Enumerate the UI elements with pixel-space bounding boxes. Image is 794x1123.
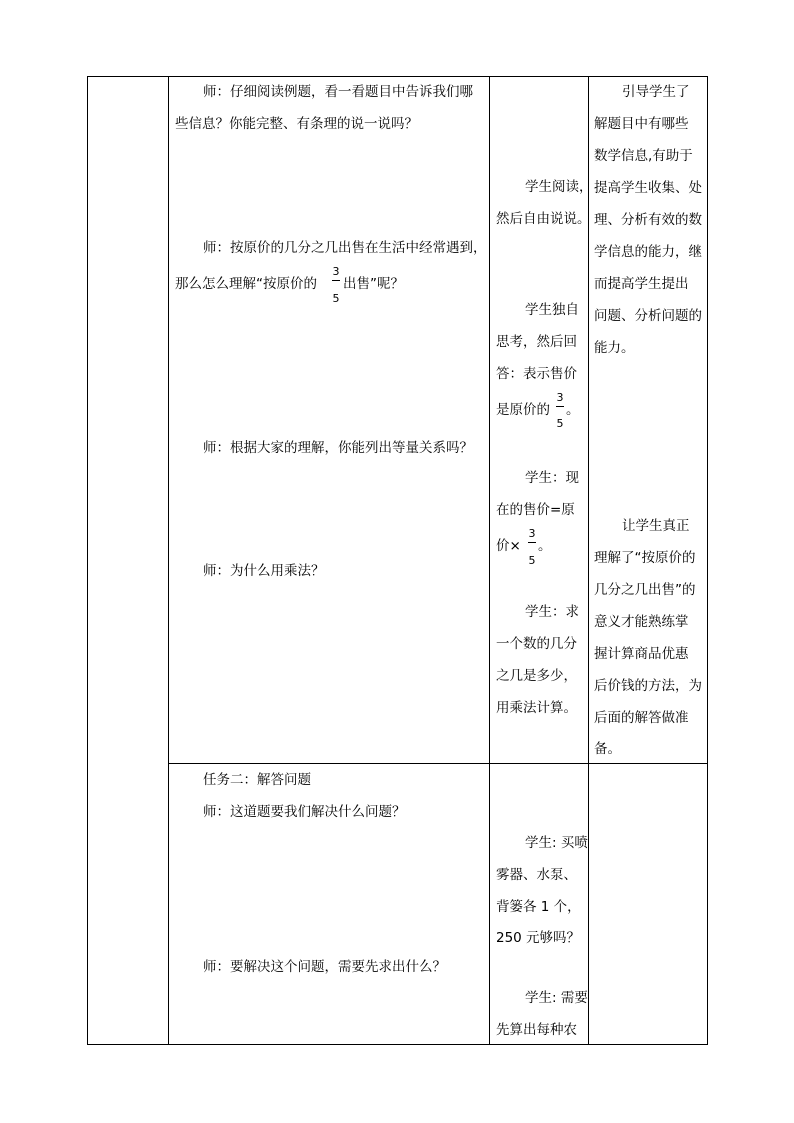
column-divider-2 <box>489 76 490 1045</box>
student-line: 用乘法计算。 <box>496 700 577 716</box>
fraction-denominator: 5 <box>528 554 536 567</box>
student-line: 学生：求 <box>525 604 579 620</box>
intent-line: 解题目中有哪些 <box>594 116 689 132</box>
student-line: 之几是多少， <box>496 668 577 684</box>
student-line: 。 <box>566 402 580 418</box>
row-divider <box>168 763 708 764</box>
student-line: 背篓各 1 个， <box>496 899 581 915</box>
teacher-line: 些信息？你能完整、有条理的说一说吗？ <box>175 116 418 132</box>
column-divider-1 <box>168 76 169 1045</box>
fraction-numerator: 3 <box>556 391 564 404</box>
teacher-line: 师：要解决这个问题，需要先求出什么？ <box>203 959 446 975</box>
fraction-numerator: 3 <box>528 527 536 540</box>
intent-line: 理解了“按原价的 <box>594 550 696 566</box>
intent-line: 学信息的能力，继 <box>594 244 702 260</box>
intent-line: 而提高学生提出 <box>594 276 689 292</box>
intent-line: 后价钱的方法，为 <box>594 678 702 694</box>
fraction-bar <box>556 406 564 407</box>
student-line: 学生: 买喷 <box>525 835 588 851</box>
intent-line: 握计算商品优惠 <box>594 646 689 662</box>
student-line: 学生：现 <box>525 470 579 486</box>
teacher-line: 出售”呢？ <box>343 276 404 292</box>
student-line: 价× <box>496 538 521 554</box>
fraction-bar <box>332 280 340 281</box>
student-line: 。 <box>538 538 552 554</box>
student-line: 答：表示售价 <box>496 366 577 382</box>
fraction-numerator: 3 <box>332 265 340 278</box>
table-right-border <box>707 76 708 1045</box>
teacher-line: 那么怎么理解“按原价的 <box>175 276 317 292</box>
student-line: 然后自由说说。 <box>496 211 591 227</box>
student-line: 学生阅读， <box>525 179 593 195</box>
intent-line: 几分之几出售”的 <box>594 582 696 598</box>
table-left-border <box>87 76 88 1045</box>
teacher-line: 师：这道题要我们解决什么问题？ <box>203 804 406 820</box>
teacher-line: 师：按原价的几分之几出售在生活中经常遇到， <box>203 240 487 256</box>
intent-line: 引导学生了 <box>622 84 690 100</box>
student-line: 雾器、水泵、 <box>496 867 577 883</box>
fraction-denominator: 5 <box>556 417 564 430</box>
intent-line: 提高学生收集、处 <box>594 180 702 196</box>
student-line: 是原价的 <box>496 402 550 418</box>
teacher-line: 师：根据大家的理解，你能列出等量关系吗？ <box>203 440 473 456</box>
intent-line: 备。 <box>594 741 621 757</box>
intent-line: 让学生真正 <box>622 518 690 534</box>
intent-line: 理、分析有效的数 <box>594 212 702 228</box>
student-line: 一个数的几分 <box>496 636 577 652</box>
student-line: 学生: 需要 <box>525 990 588 1006</box>
table-top-border <box>87 76 708 77</box>
fraction-bar <box>528 542 536 543</box>
student-line: 先算出每种农 <box>496 1022 577 1038</box>
student-line: 思考，然后回 <box>496 334 577 350</box>
teacher-line: 师：为什么用乘法？ <box>203 563 325 579</box>
task-heading: 任务二：解答问题 <box>203 772 311 788</box>
intent-line: 意义才能熟练掌 <box>594 614 689 630</box>
teacher-line: 师：仔细阅读例题，看一看题目中告诉我们哪 <box>203 84 473 100</box>
table-bottom-border <box>87 1044 708 1045</box>
fraction-denominator: 5 <box>332 292 340 305</box>
student-line: 学生独自 <box>525 302 579 318</box>
intent-line: 能力。 <box>594 340 635 356</box>
student-line: 250 元够吗？ <box>496 930 581 946</box>
student-line: 在的售价=原 <box>496 502 575 518</box>
intent-line: 问题、分析问题的 <box>594 308 702 324</box>
intent-line: 数学信息,有助于 <box>594 148 693 164</box>
intent-line: 后面的解答做准 <box>594 710 689 726</box>
